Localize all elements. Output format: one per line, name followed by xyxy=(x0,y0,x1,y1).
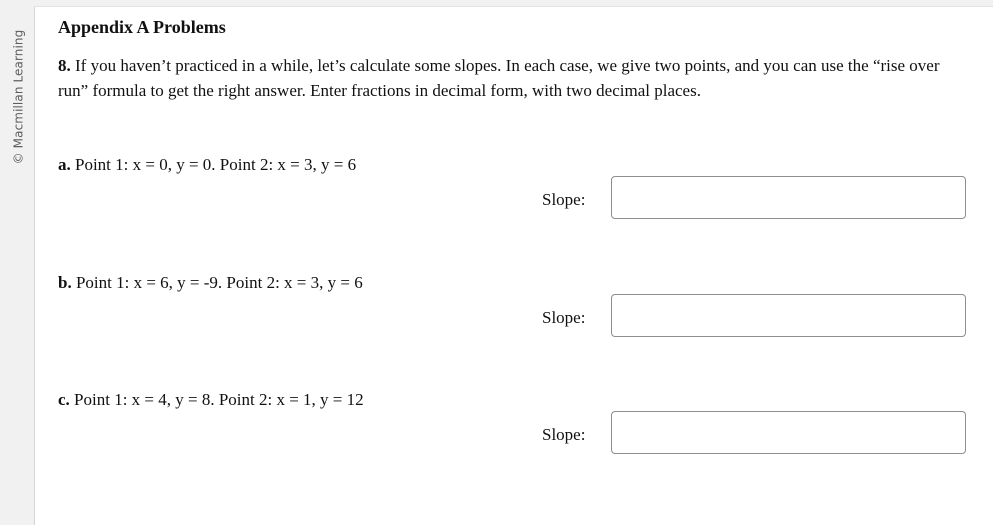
question-letter: a. xyxy=(58,155,71,174)
slope-label-c: Slope: xyxy=(542,425,586,444)
watermark-text: © Macmillan Learning xyxy=(11,29,25,165)
question-a xyxy=(58,155,356,175)
slope-input-a[interactable] xyxy=(611,176,966,219)
question-text: Point 1: x = 4, y = 8. Point 2: x = 1, y = 12 xyxy=(74,390,364,409)
problem-text: If you haven’t practiced in a while, let’s calculate some slopes. In each case, we give two points, and you can use the “rise over run” formula to get the right answer. Enter fractions in decimal form, with two decimal places. xyxy=(58,56,940,100)
question-letter: c. xyxy=(58,390,70,409)
slope-label-b: Slope: xyxy=(542,308,586,327)
copyright-watermark xyxy=(8,22,28,172)
slope-input-b[interactable] xyxy=(611,294,966,337)
question-b xyxy=(58,273,363,293)
question-c xyxy=(58,390,364,410)
question-text: Point 1: x = 0, y = 0. Point 2: x = 3, y = 6 xyxy=(75,155,357,174)
slope-label-a: Slope: xyxy=(542,190,586,209)
problem-intro xyxy=(58,53,963,103)
question-letter: b. xyxy=(58,273,72,292)
problem-number: 8. xyxy=(58,56,71,75)
question-text: Point 1: x = 6, y = -9. Point 2: x = 3, y = 6 xyxy=(75,273,363,292)
slope-input-c[interactable] xyxy=(611,411,966,454)
page-title: Appendix A Problems xyxy=(58,17,226,37)
